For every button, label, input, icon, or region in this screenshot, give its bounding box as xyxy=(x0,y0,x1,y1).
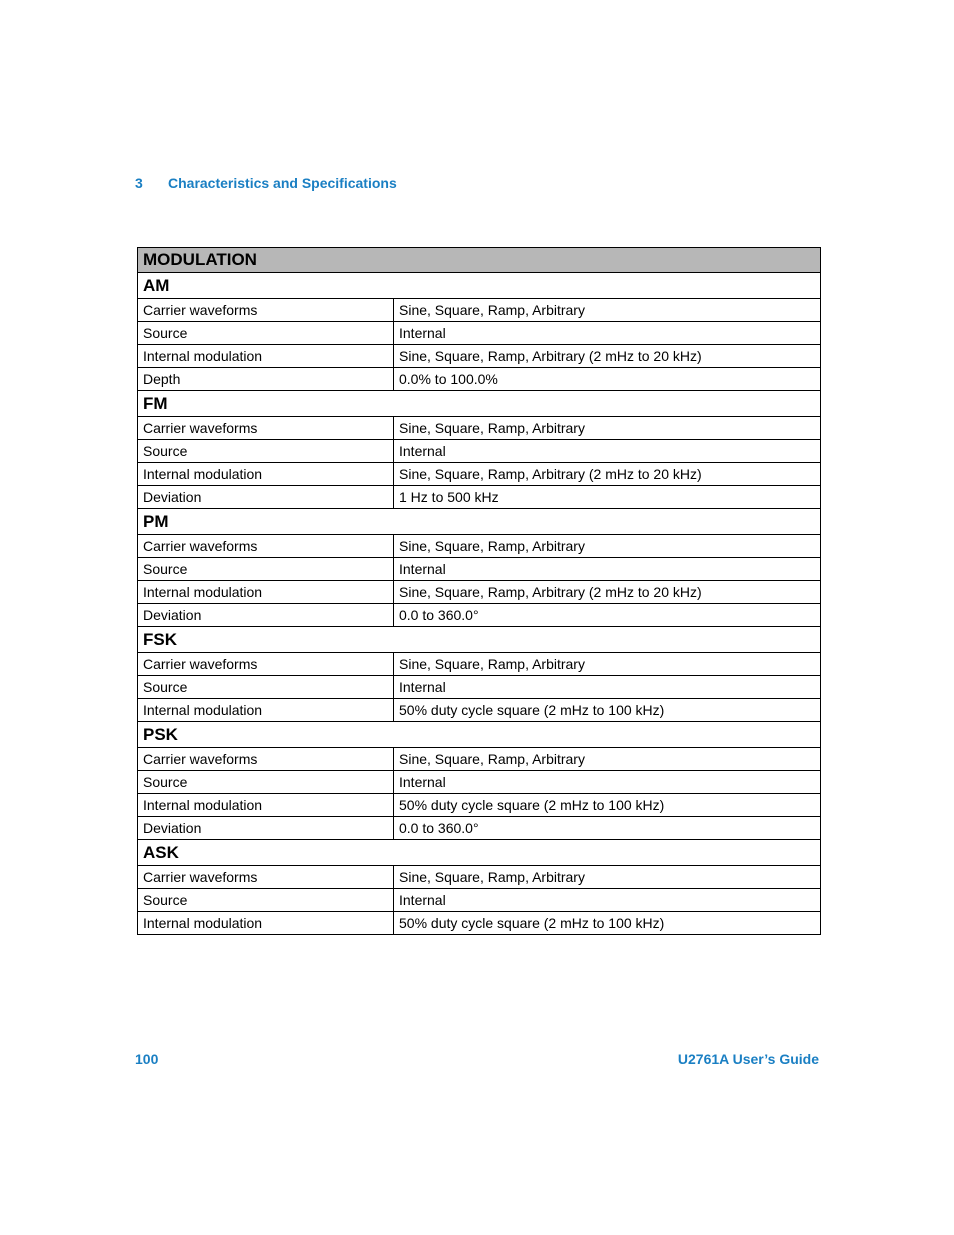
spec-parameter: Internal modulation xyxy=(138,345,394,368)
spec-parameter: Deviation xyxy=(138,817,394,840)
section-heading: FSK xyxy=(138,627,821,653)
guide-title: U2761A User’s Guide xyxy=(677,1051,819,1067)
table-row xyxy=(138,676,821,699)
table-row xyxy=(138,368,821,391)
spec-value: 50% duty cycle square (2 mHz to 100 kHz) xyxy=(394,912,821,935)
section-heading: PM xyxy=(138,509,821,535)
spec-value: Sine, Square, Ramp, Arbitrary xyxy=(394,653,821,676)
table-row xyxy=(138,748,821,771)
page-number: 100 xyxy=(135,1051,159,1067)
table-row xyxy=(138,322,821,345)
section-row-pm xyxy=(138,509,821,535)
modulation-spec-table xyxy=(137,247,821,935)
spec-value: Sine, Square, Ramp, Arbitrary xyxy=(394,417,821,440)
table-row xyxy=(138,817,821,840)
table-row xyxy=(138,889,821,912)
spec-parameter: Deviation xyxy=(138,604,394,627)
section-row-fm xyxy=(138,391,821,417)
spec-parameter: Carrier waveforms xyxy=(138,653,394,676)
chapter-title: Characteristics and Specifications xyxy=(168,175,397,191)
table-row xyxy=(138,417,821,440)
spec-parameter: Internal modulation xyxy=(138,463,394,486)
spec-parameter: Internal modulation xyxy=(138,794,394,817)
spec-parameter: Deviation xyxy=(138,486,394,509)
spec-parameter: Source xyxy=(138,676,394,699)
spec-parameter: Carrier waveforms xyxy=(138,535,394,558)
section-row-psk xyxy=(138,722,821,748)
spec-parameter: Carrier waveforms xyxy=(138,748,394,771)
section-row-ask xyxy=(138,840,821,866)
spec-parameter: Internal modulation xyxy=(138,912,394,935)
table-title-row xyxy=(138,248,821,273)
section-heading: AM xyxy=(138,273,821,299)
table-row xyxy=(138,463,821,486)
table-row xyxy=(138,440,821,463)
spec-parameter: Source xyxy=(138,322,394,345)
table-row xyxy=(138,581,821,604)
spec-value: Sine, Square, Ramp, Arbitrary xyxy=(394,866,821,889)
spec-parameter: Source xyxy=(138,889,394,912)
spec-value: 0.0 to 360.0° xyxy=(394,817,821,840)
spec-value: Sine, Square, Ramp, Arbitrary xyxy=(394,535,821,558)
spec-parameter: Source xyxy=(138,771,394,794)
table-row xyxy=(138,771,821,794)
section-heading: PSK xyxy=(138,722,821,748)
spec-value: 50% duty cycle square (2 mHz to 100 kHz) xyxy=(394,699,821,722)
section-row-fsk xyxy=(138,627,821,653)
spec-parameter: Depth xyxy=(138,368,394,391)
section-heading: FM xyxy=(138,391,821,417)
spec-parameter: Source xyxy=(138,440,394,463)
table-row xyxy=(138,699,821,722)
spec-value: Sine, Square, Ramp, Arbitrary xyxy=(394,748,821,771)
spec-value: Sine, Square, Ramp, Arbitrary (2 mHz to 20 kHz) xyxy=(394,581,821,604)
table-row xyxy=(138,535,821,558)
spec-value: Sine, Square, Ramp, Arbitrary (2 mHz to 20 kHz) xyxy=(394,345,821,368)
spec-value: 50% duty cycle square (2 mHz to 100 kHz) xyxy=(394,794,821,817)
table-row xyxy=(138,486,821,509)
table-row xyxy=(138,345,821,368)
table-row xyxy=(138,653,821,676)
spec-parameter: Carrier waveforms xyxy=(138,866,394,889)
section-heading: ASK xyxy=(138,840,821,866)
spec-parameter: Carrier waveforms xyxy=(138,417,394,440)
spec-value: Internal xyxy=(394,322,821,345)
spec-value: Sine, Square, Ramp, Arbitrary xyxy=(394,299,821,322)
running-header xyxy=(135,175,397,191)
spec-parameter: Internal modulation xyxy=(138,699,394,722)
spec-value: Sine, Square, Ramp, Arbitrary (2 mHz to 20 kHz) xyxy=(394,463,821,486)
chapter-number: 3 xyxy=(135,175,143,191)
section-row-am xyxy=(138,273,821,299)
spec-value: 1 Hz to 500 kHz xyxy=(394,486,821,509)
table-row xyxy=(138,866,821,889)
spec-value: Internal xyxy=(394,676,821,699)
table-row xyxy=(138,912,821,935)
table-row xyxy=(138,604,821,627)
spec-value: 0.0 to 360.0° xyxy=(394,604,821,627)
spec-value: Internal xyxy=(394,440,821,463)
spec-parameter: Internal modulation xyxy=(138,581,394,604)
table-row xyxy=(138,299,821,322)
spec-value: Internal xyxy=(394,889,821,912)
spec-parameter: Source xyxy=(138,558,394,581)
spec-value: 0.0% to 100.0% xyxy=(394,368,821,391)
table-row xyxy=(138,558,821,581)
spec-parameter: Carrier waveforms xyxy=(138,299,394,322)
spec-value: Internal xyxy=(394,558,821,581)
table-row xyxy=(138,794,821,817)
table-title: MODULATION xyxy=(138,248,821,273)
spec-value: Internal xyxy=(394,771,821,794)
